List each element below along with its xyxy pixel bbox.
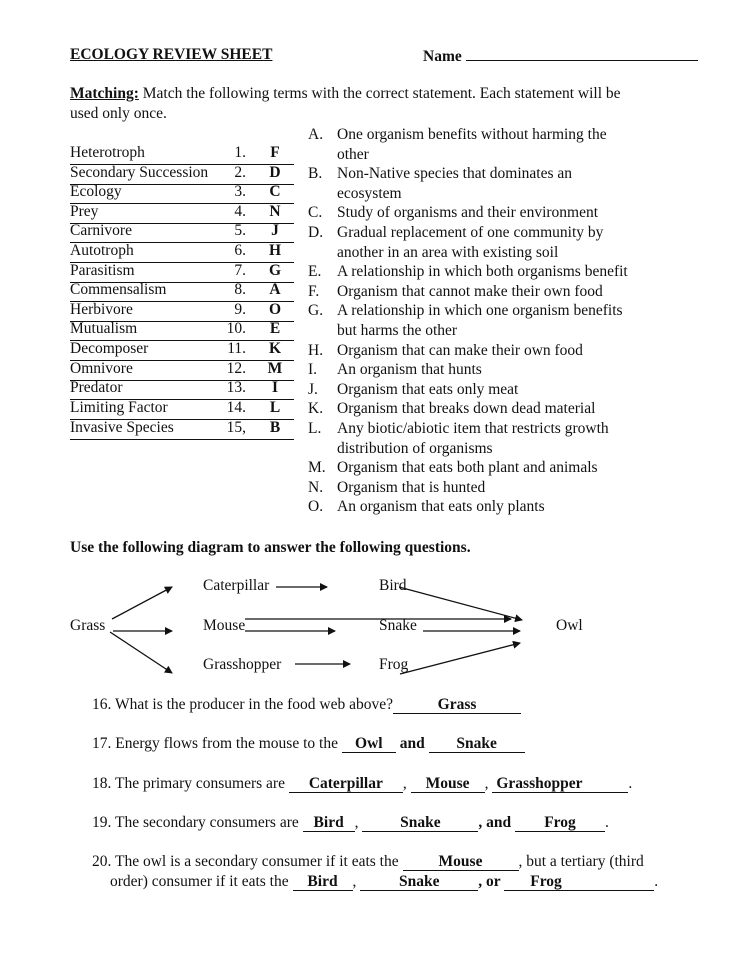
answer-blank[interactable]: Bird: [293, 874, 353, 891]
definition-letter: C.: [308, 204, 323, 222]
definition-text: Organism that eats both plant and animals: [337, 459, 598, 477]
term-number: 6.: [234, 242, 246, 259]
answer-blank[interactable]: J: [271, 222, 279, 239]
question-text: , or: [478, 873, 505, 890]
definition-text: another in an area with existing soil: [337, 243, 559, 261]
term-label: Secondary Succession: [70, 164, 209, 181]
definition-letter: A.: [308, 126, 324, 143]
answer-blank[interactable]: Grasshopper: [492, 776, 628, 793]
definition-text: An organism that hunts: [337, 361, 482, 379]
definition-text: Organism that breaks down dead material: [337, 400, 596, 418]
question-text: 17. Energy flows from the mouse to the: [92, 735, 342, 752]
definition-letter: J.: [308, 380, 318, 398]
instructions-line-1: Match the following terms with the correct statement. Each statement will be: [138, 85, 621, 102]
definition-letter: L.: [308, 419, 322, 437]
definition-letter: G.: [308, 302, 324, 320]
term-label: Predator: [70, 379, 123, 396]
separator: ,: [484, 775, 493, 792]
definition-letter: F.: [308, 282, 320, 300]
definition-letter: K.: [308, 400, 324, 418]
term-number: 7.: [234, 262, 246, 279]
question-16: [92, 695, 521, 715]
definition-text: ecosystem: [337, 184, 402, 202]
answer-blank[interactable]: N: [269, 203, 281, 220]
term-label: Prey: [70, 203, 99, 220]
definition-text: distribution of organisms: [337, 439, 493, 457]
answer-blank[interactable]: Frog: [515, 815, 605, 832]
answer-blank[interactable]: Mouse: [411, 776, 485, 793]
term-number: 13.: [226, 379, 246, 396]
definition-letter: B.: [308, 165, 323, 183]
answer-blank[interactable]: D: [269, 164, 281, 181]
definition-letter: D.: [308, 223, 324, 241]
definition-letter: E.: [308, 263, 322, 281]
term-label: Limiting Factor: [70, 399, 168, 416]
answer-blank[interactable]: M: [267, 360, 283, 377]
question-17: [92, 734, 525, 754]
separator: ,: [354, 814, 363, 831]
definition-letter: M.: [308, 459, 326, 477]
term-label: Autotroph: [70, 242, 134, 259]
term-number: 11.: [227, 340, 246, 357]
answer-blank[interactable]: Snake: [429, 736, 525, 753]
term-number: 10.: [226, 320, 246, 337]
answer-blank[interactable]: I: [271, 379, 279, 396]
term-number: 15,: [226, 419, 246, 436]
definition-letter: O.: [308, 498, 324, 516]
page-title: ECOLOGY REVIEW SHEET: [70, 46, 273, 63]
definition-text: other: [337, 145, 369, 163]
term-number: 12.: [226, 360, 246, 377]
question-text: , but a tertiary (third: [518, 853, 644, 870]
answer-blank[interactable]: F: [270, 144, 280, 161]
term-number: 5.: [234, 222, 246, 239]
period: .: [628, 775, 633, 792]
answer-blank[interactable]: Snake: [360, 874, 478, 891]
diagram-heading: Use the following diagram to answer the following questions.: [70, 539, 471, 556]
definition-text: Any biotic/abiotic item that restricts growth: [337, 419, 609, 437]
definition-letter: I.: [308, 361, 318, 379]
term-label: Mutualism: [70, 320, 138, 337]
term-label: Commensalism: [70, 281, 167, 298]
answer-blank[interactable]: Snake: [362, 815, 478, 832]
question-19: [92, 813, 609, 833]
term-label: Invasive Species: [70, 419, 174, 436]
term-number: 4.: [234, 203, 246, 220]
node-snake: Snake: [379, 617, 417, 634]
definition-text: but harms the other: [337, 321, 458, 339]
matching-label: Matching:: [70, 85, 139, 102]
term-label: Parasitism: [70, 262, 135, 279]
node-bird: Bird: [379, 577, 407, 594]
term-number: 9.: [234, 301, 246, 318]
term-label: Omnivore: [70, 360, 133, 377]
definition-letter: H.: [308, 341, 324, 359]
question-text: order) consumer if it eats the: [110, 873, 293, 890]
question-text: 20. The owl is a secondary consumer if it eats the: [92, 853, 403, 870]
answer-blank[interactable]: Grass: [393, 697, 521, 714]
answer-blank[interactable]: L: [269, 399, 281, 416]
name-label-text: Name: [423, 48, 462, 65]
question-20: [92, 852, 644, 872]
term-label: Decomposer: [70, 340, 149, 357]
definition-text: Organism that cannot make their own food: [337, 282, 603, 300]
node-grasshopper: Grasshopper: [203, 656, 282, 673]
answer-blank[interactable]: G: [268, 262, 282, 279]
definition-text: A relationship in which one organism benefits: [337, 302, 623, 320]
node-frog: Frog: [379, 656, 409, 673]
node-owl: Owl: [556, 617, 583, 634]
definition-letter: N.: [308, 478, 324, 496]
definition-text: An organism that eats only plants: [337, 498, 545, 516]
answer-blank[interactable]: H: [268, 242, 282, 259]
separator: ,: [402, 775, 411, 792]
question-text: 19. The secondary consumers are: [92, 814, 303, 831]
term-label: Ecology: [70, 183, 122, 200]
term-number: 14.: [226, 399, 246, 416]
answer-blank[interactable]: Mouse: [403, 854, 519, 871]
definition-text: A relationship in which both organisms benefit: [337, 263, 628, 281]
answer-blank[interactable]: Owl: [342, 736, 396, 753]
question-text: 16. What is the producer in the food web above?: [92, 696, 394, 713]
answer-blank[interactable]: B: [269, 419, 281, 436]
term-label: Heterotroph: [70, 144, 145, 161]
question-text: , and: [478, 814, 515, 831]
question-20-line-2: [110, 872, 658, 892]
question-text: and: [395, 735, 429, 752]
definition-text: Organism that is hunted: [337, 478, 486, 496]
answer-blank[interactable]: K: [268, 340, 282, 357]
node-mouse: Mouse: [203, 617, 246, 634]
term-label: Carnivore: [70, 222, 132, 239]
term-number: 1.: [234, 144, 246, 161]
definition-text: Study of organisms and their environment: [337, 204, 599, 222]
period: .: [654, 873, 659, 890]
node-caterpillar: Caterpillar: [203, 577, 270, 594]
term-label: Herbivore: [70, 301, 133, 318]
instructions-line-2: used only once.: [70, 105, 167, 122]
definition-text: Organism that eats only meat: [337, 380, 519, 398]
term-number: 8.: [234, 281, 246, 298]
answer-blank[interactable]: Frog: [504, 874, 654, 891]
answer-blank[interactable]: E: [269, 320, 281, 337]
period: .: [605, 814, 609, 831]
definition-text: Gradual replacement of one community by: [337, 223, 604, 241]
question-text: 18. The primary consumers are: [92, 775, 289, 792]
answer-blank[interactable]: C: [269, 183, 281, 200]
separator: ,: [352, 873, 361, 890]
answer-blank[interactable]: Caterpillar: [289, 776, 403, 793]
definition-text: Non-Native species that dominates an: [337, 165, 573, 183]
node-grass: Grass: [70, 617, 106, 634]
answer-blank[interactable]: Bird: [303, 815, 355, 832]
definition-text: Organism that can make their own food: [337, 341, 583, 359]
term-number: 2.: [234, 164, 246, 181]
answer-blank[interactable]: O: [268, 301, 282, 318]
question-18: [92, 774, 632, 794]
definition-text: One organism benefits without harming the: [337, 126, 607, 143]
answer-blank[interactable]: A: [269, 281, 281, 298]
term-number: 3.: [234, 183, 246, 200]
